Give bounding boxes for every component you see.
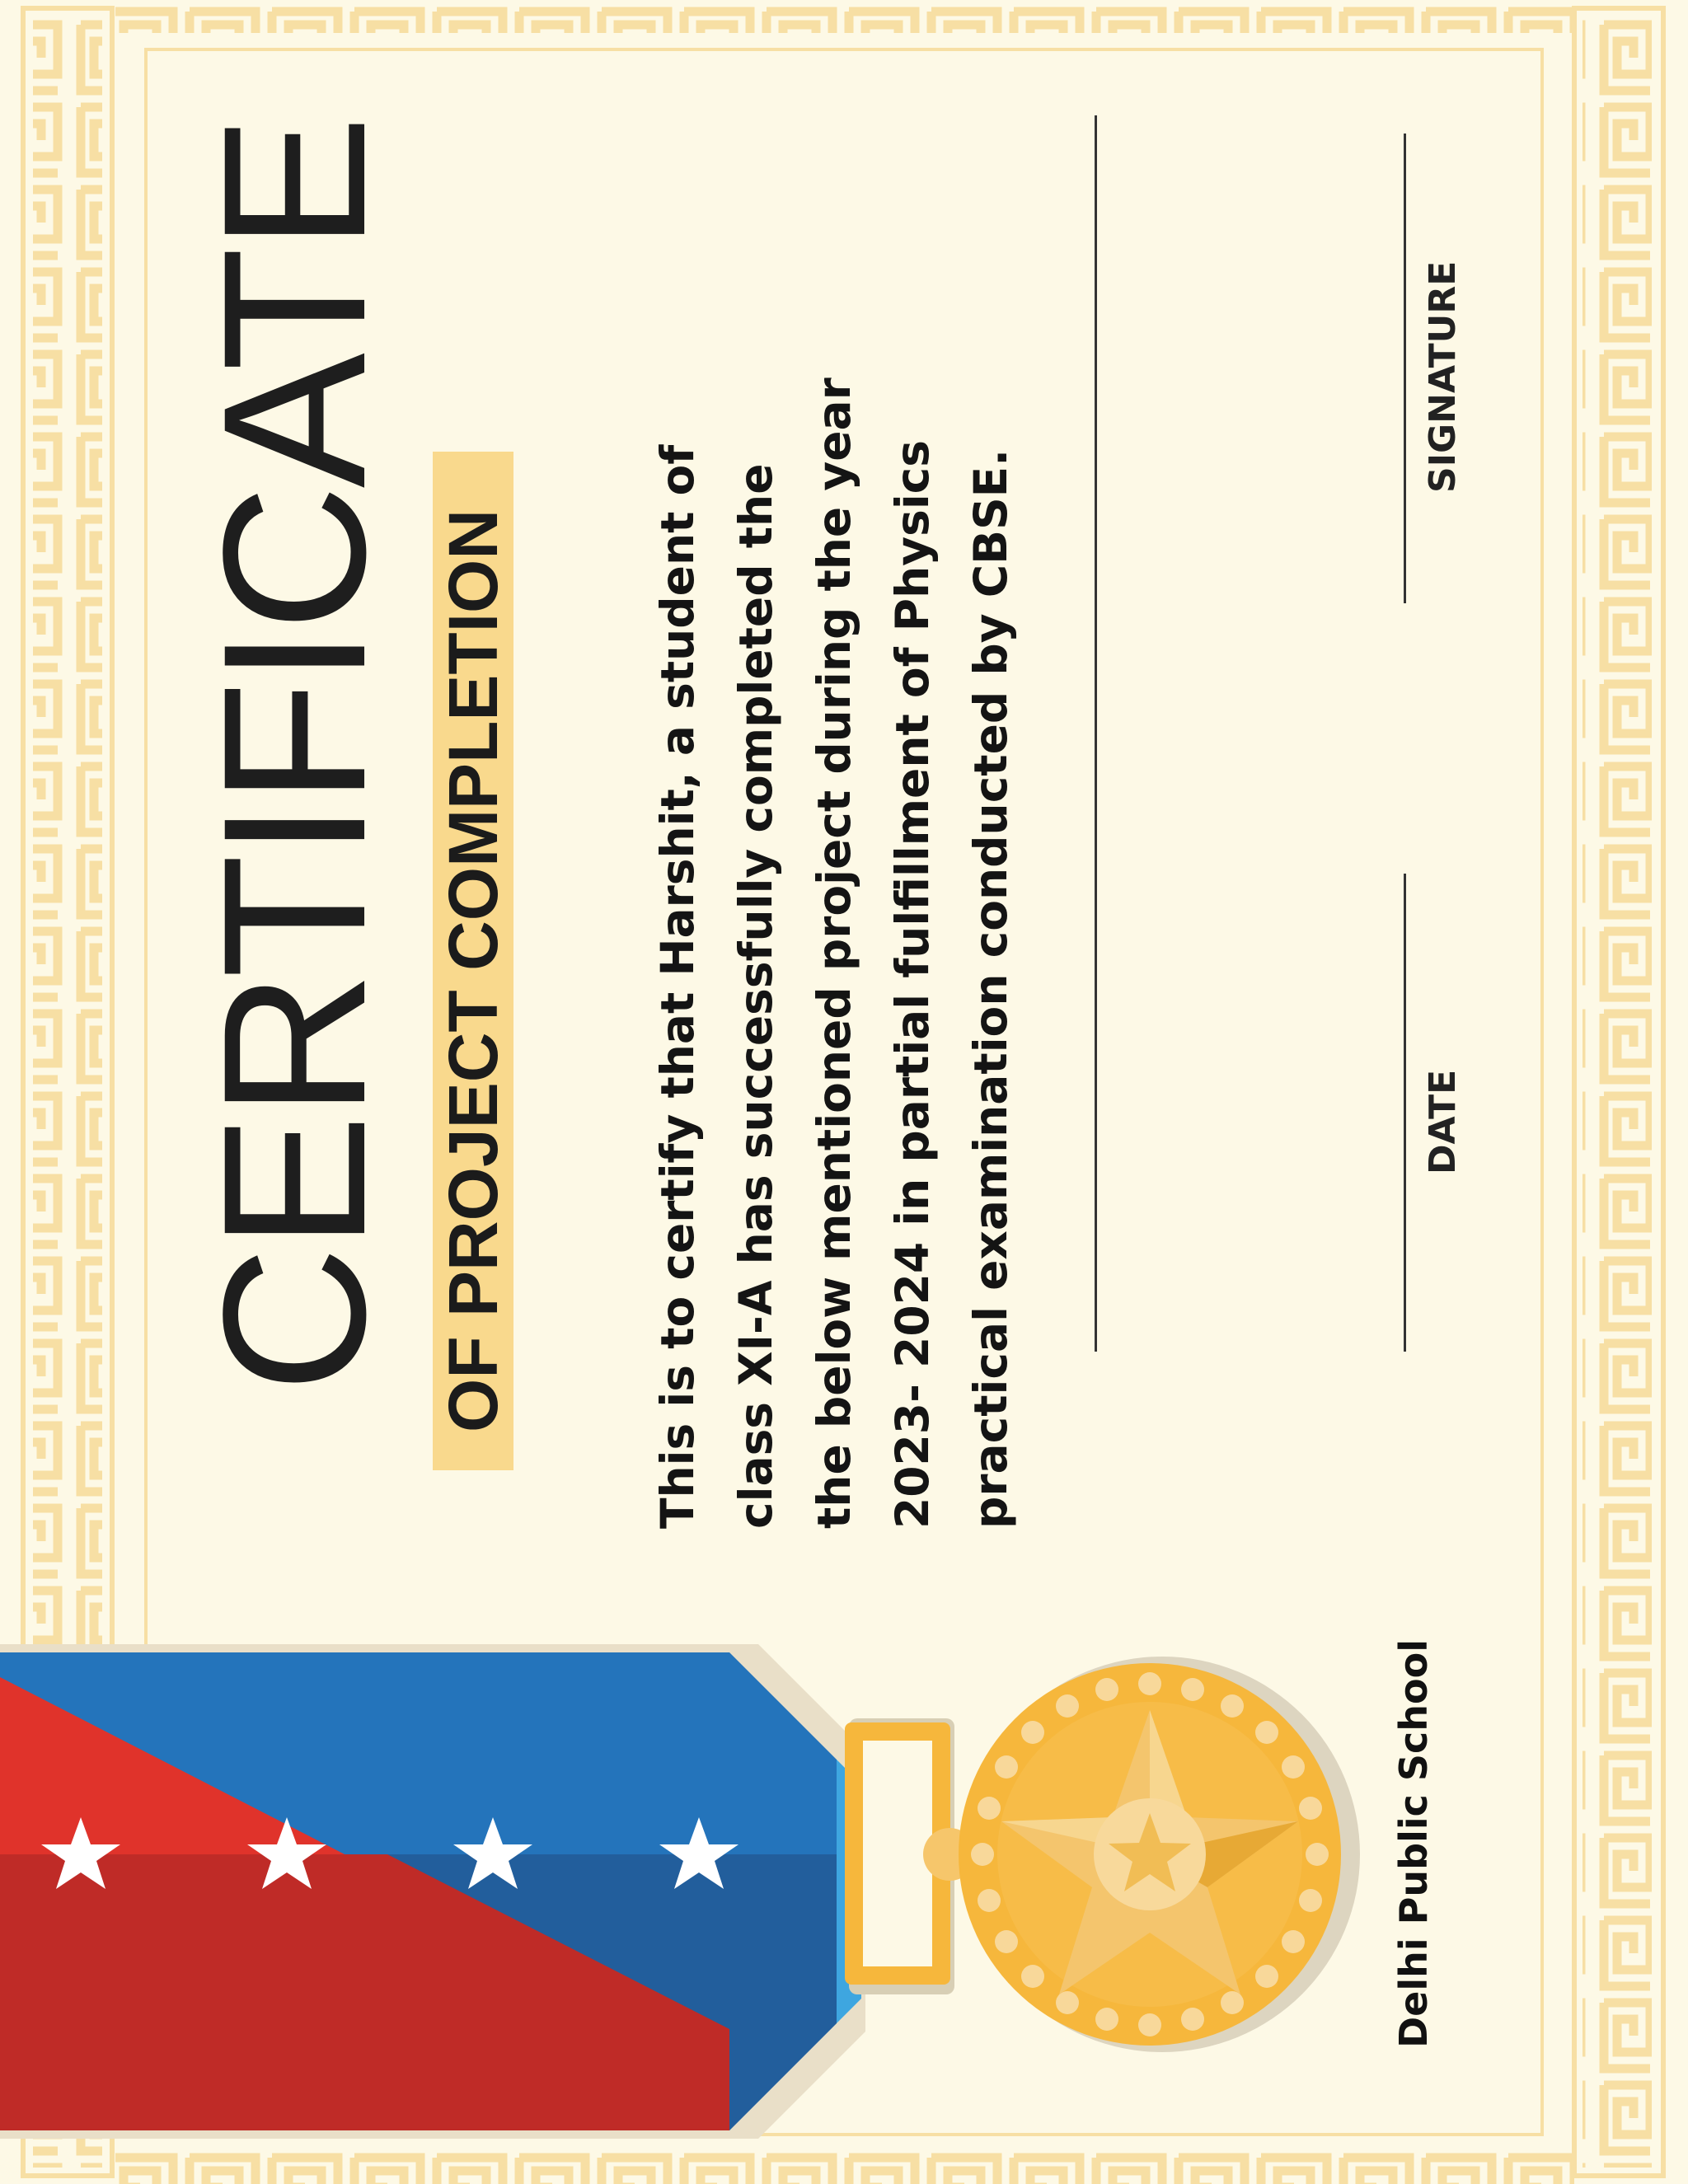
- date-label: DATE: [1422, 1069, 1464, 1174]
- certificate-body: [639, 0, 1030, 1529]
- signature-label: SIGNATURE: [1422, 260, 1464, 493]
- body-line: This is to certify that Harshit, a student of: [651, 444, 704, 1529]
- divider: [1095, 115, 1097, 1352]
- signature-line: [1404, 134, 1406, 603]
- school-name: Delhi Public School: [1391, 1638, 1436, 2048]
- body-line: practical examination conducted by CBSE.: [964, 448, 1017, 1529]
- body-line: the below mentioned project during the year: [808, 377, 860, 1529]
- certificate-subtitle: OF PROJECT COMPLETION: [434, 509, 512, 1432]
- body-line: 2023- 2024 in partial fulfillment of Physics: [886, 439, 939, 1529]
- date-line: [1404, 874, 1406, 1352]
- body-line: class XI-A has successfully completed the: [729, 463, 782, 1529]
- certificate-title: CERTIFICATE: [181, 119, 408, 1393]
